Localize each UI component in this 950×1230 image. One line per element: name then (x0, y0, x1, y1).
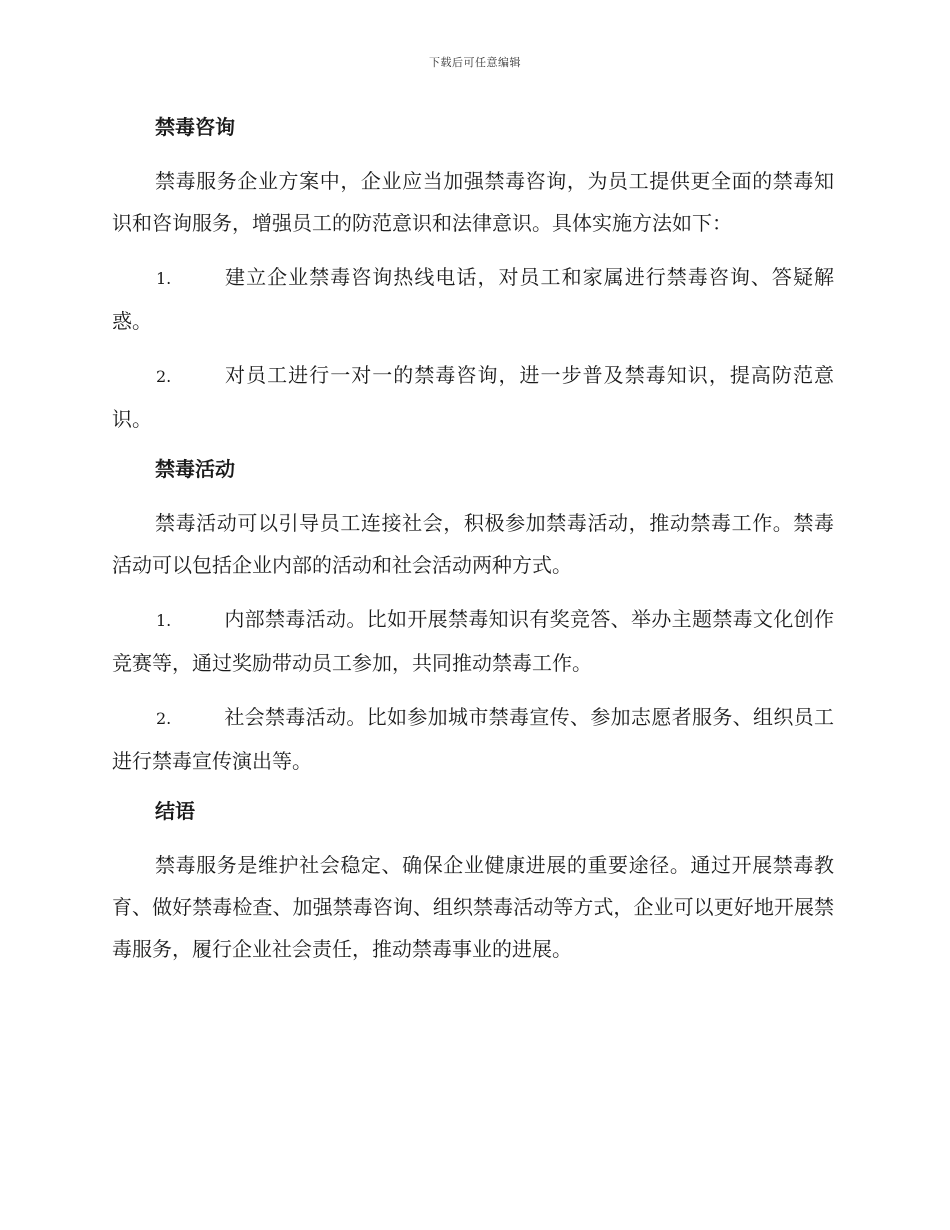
list-item-number: 1. (156, 611, 172, 630)
list-item-text: 建立企业禁毒咨询热线电话，对员工和家属进行禁毒咨询、答疑解惑。 (112, 265, 834, 333)
section-heading-conclusion: 结语 (155, 799, 195, 823)
section-intro-consult: 禁毒服务企业方案中，企业应当加强禁毒咨询，为员工提供更全面的禁毒知识和咨询服务，增强员工的防范意识和法律意识。具体实施方法如下： (112, 169, 834, 235)
list-item-text: 社会禁毒活动。比如参加城市禁毒宣传、参加志愿者服务、组织员工进行禁毒宣传演出等。 (112, 705, 834, 773)
header-note: 下载后可任意编辑 (429, 56, 521, 69)
list-item (112, 696, 834, 782)
document-body (112, 110, 834, 970)
list-item-number: 2. (156, 709, 172, 728)
section-heading-consult: 禁毒咨询 (155, 115, 235, 139)
list-item (112, 256, 834, 342)
list-item (112, 598, 834, 684)
conclusion-text: 禁毒服务是维护社会稳定、确保企业健康进展的重要途径。通过开展禁毒教育、做好禁毒检查、加强禁毒咨询、组织禁毒活动等方式，企业可以更好地开展禁毒服务，履行企业社会责任，推动禁毒事业的进展。 (112, 853, 834, 961)
list-item-number: 2. (156, 367, 172, 386)
list-item (112, 354, 834, 440)
list-item-text: 内部禁毒活动。比如开展禁毒知识有奖竞答、举办主题禁毒文化创作竞赛等，通过奖励带动员工参加，共同推动禁毒工作。 (112, 607, 834, 675)
section-heading-activity: 禁毒活动 (155, 457, 235, 481)
section-intro-activity: 禁毒活动可以引导员工连接社会，积极参加禁毒活动，推动禁毒工作。禁毒活动可以包括企业内部的活动和社会活动两种方式。 (112, 511, 834, 577)
list-item-text: 对员工进行一对一的禁毒咨询，进一步普及禁毒知识，提高防范意识。 (112, 363, 834, 431)
list-item-number: 1. (156, 269, 172, 288)
